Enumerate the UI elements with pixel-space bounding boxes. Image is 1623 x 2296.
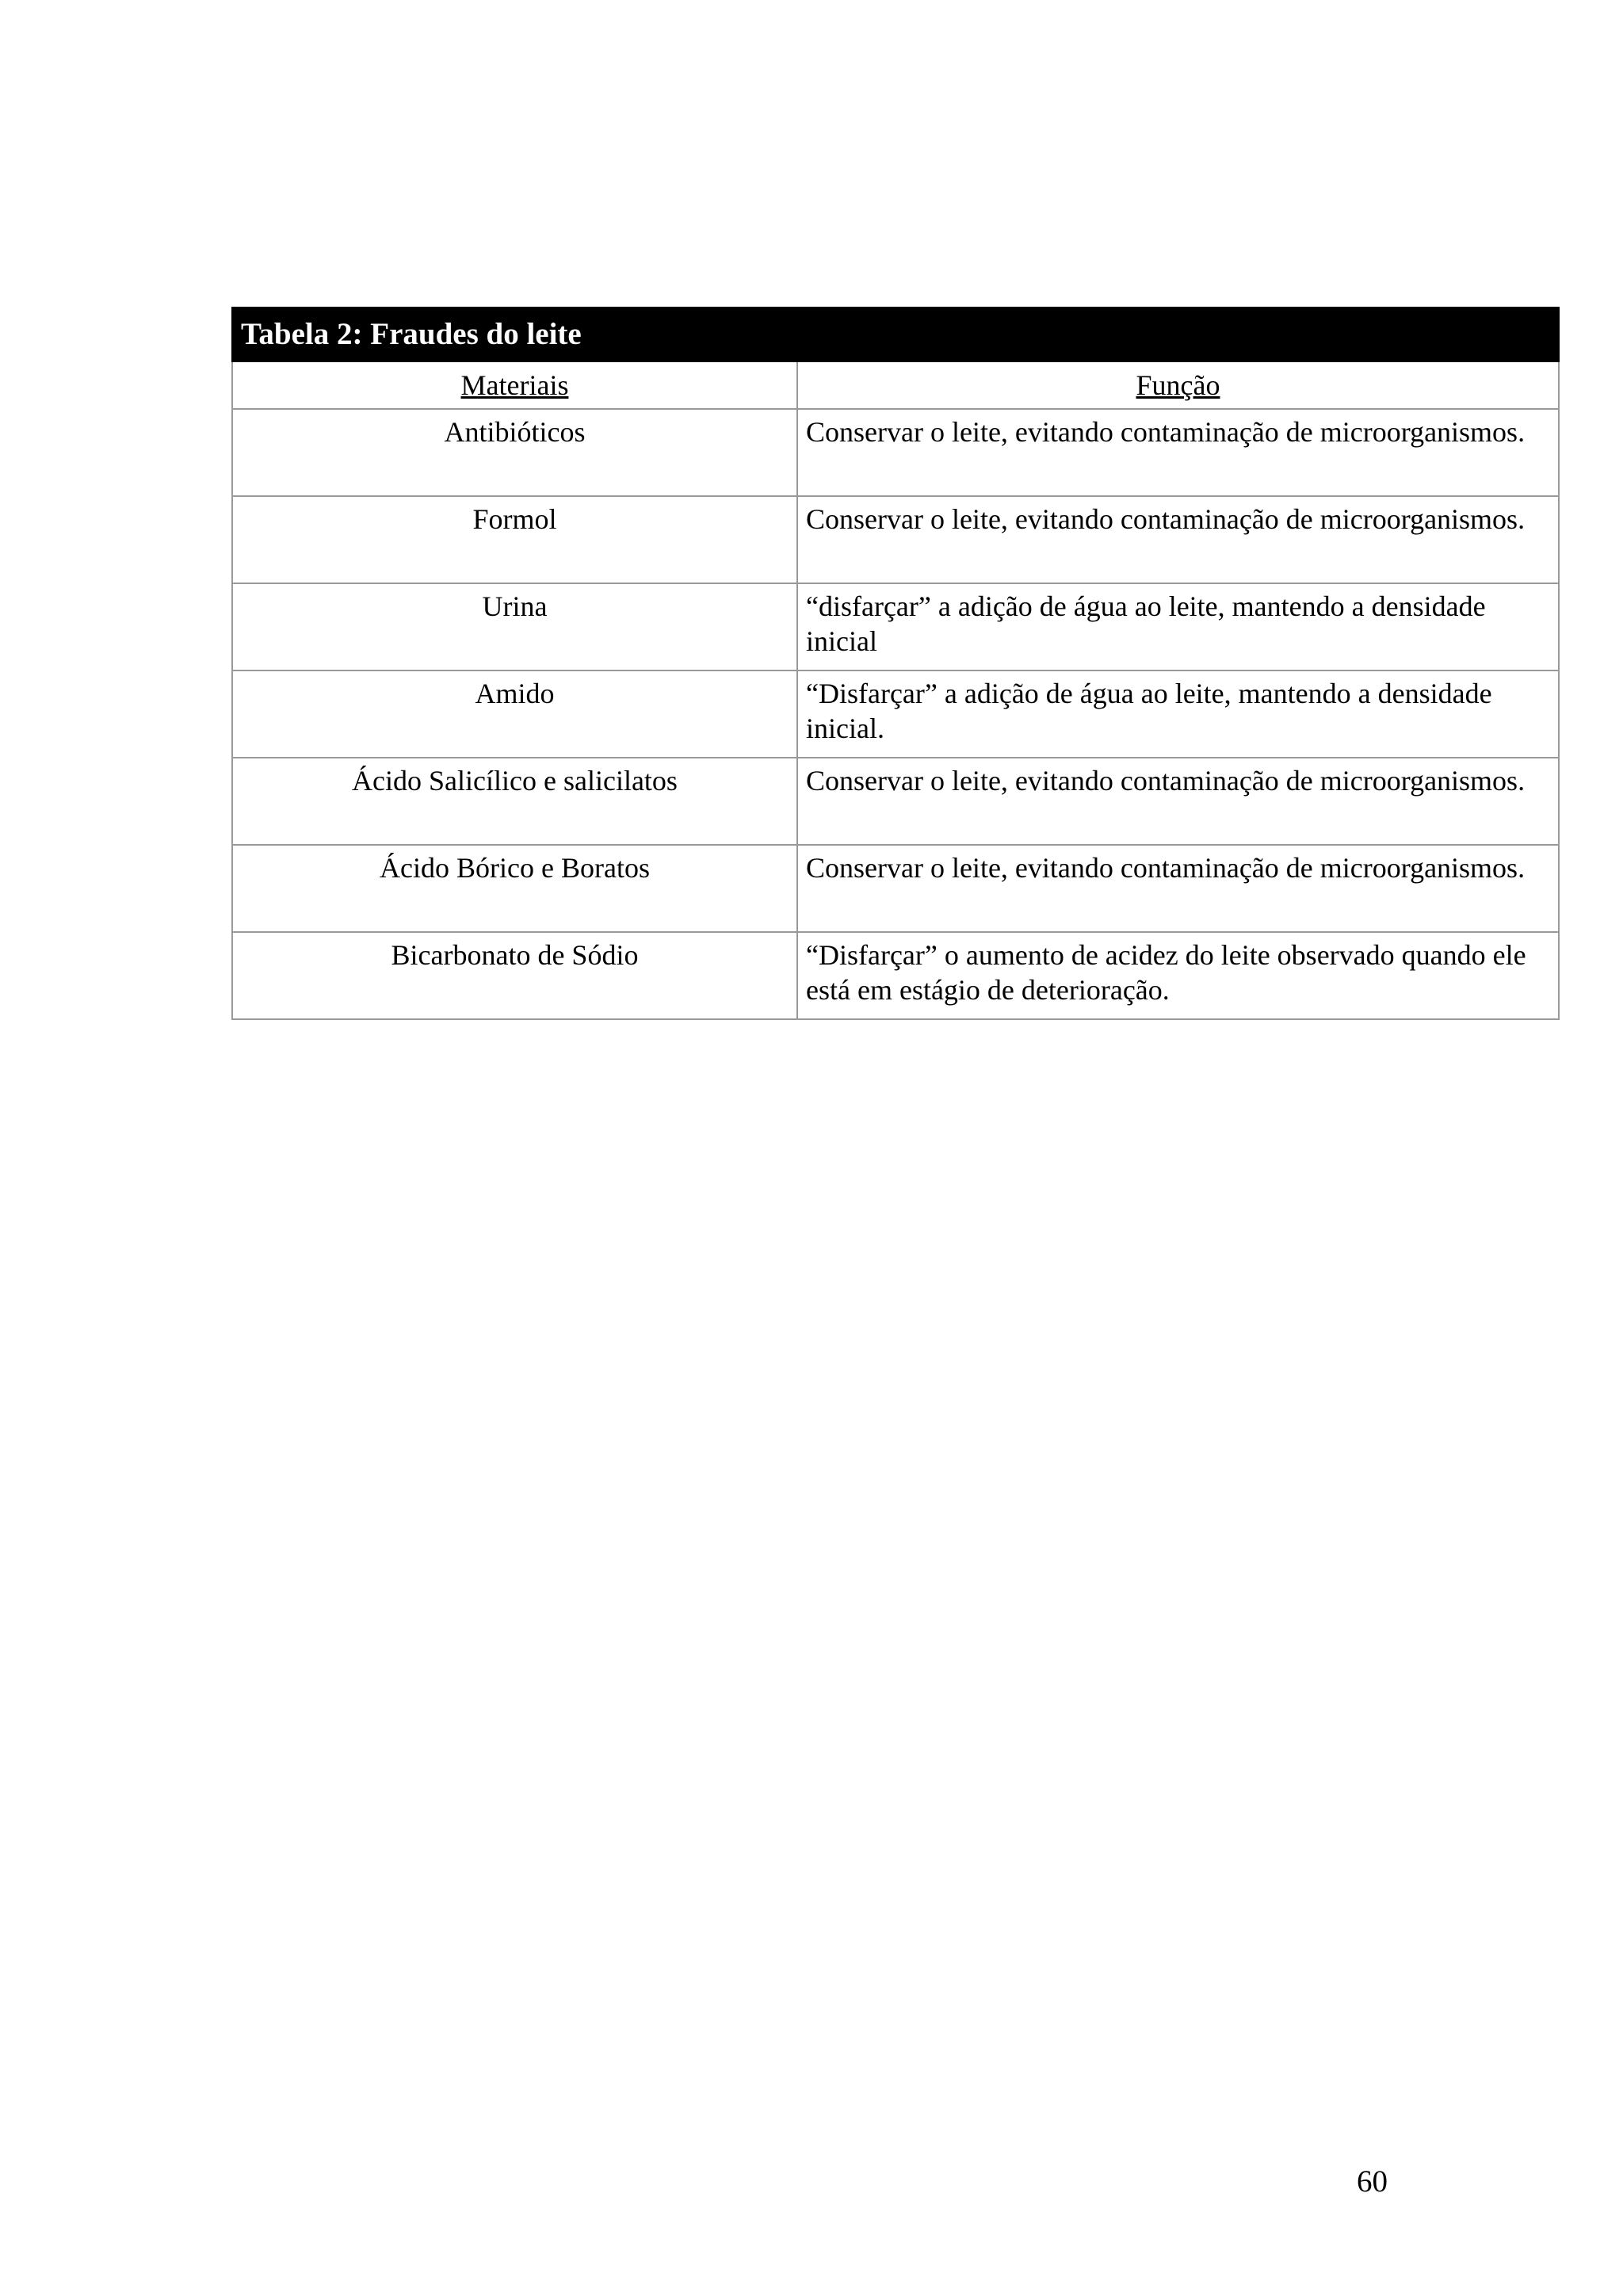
table-row	[232, 932, 1559, 1019]
table-header-row	[232, 361, 1559, 409]
material-cell: Bicarbonato de Sódio	[232, 932, 797, 1019]
table-row	[232, 583, 1559, 670]
material-cell: Amido	[232, 670, 797, 758]
column-header-funcao: Função	[797, 361, 1559, 409]
table-row	[232, 758, 1559, 845]
function-cell: Conservar o leite, evitando contaminação de microorganismos.	[797, 409, 1559, 496]
milk-fraud-table	[231, 307, 1560, 1020]
material-cell: Ácido Bórico e Boratos	[232, 845, 797, 932]
material-cell: Ácido Salicílico e salicilatos	[232, 758, 797, 845]
function-cell: “disfarçar” a adição de água ao leite, mantendo a densidade inicial	[797, 583, 1559, 670]
material-cell: Antibióticos	[232, 409, 797, 496]
function-cell: “Disfarçar” a adição de água ao leite, mantendo a densidade inicial.	[797, 670, 1559, 758]
function-cell: Conservar o leite, evitando contaminação de microorganismos.	[797, 845, 1559, 932]
function-cell: “Disfarçar” o aumento de acidez do leite observado quando ele está em estágio de deterioração.	[797, 932, 1559, 1019]
table-row	[232, 670, 1559, 758]
table-row	[232, 409, 1559, 496]
table-row	[232, 845, 1559, 932]
function-cell: Conservar o leite, evitando contaminação de microorganismos.	[797, 758, 1559, 845]
column-header-materiais: Materiais	[232, 361, 797, 409]
table-container	[231, 307, 1558, 1020]
table-caption: Tabela 2: Fraudes do leite	[232, 308, 1559, 361]
material-cell: Formol	[232, 496, 797, 583]
page-number: 60	[1357, 2164, 1388, 2199]
table-caption-row	[232, 308, 1559, 361]
function-cell: Conservar o leite, evitando contaminação de microorganismos.	[797, 496, 1559, 583]
table-row	[232, 496, 1559, 583]
material-cell: Urina	[232, 583, 797, 670]
